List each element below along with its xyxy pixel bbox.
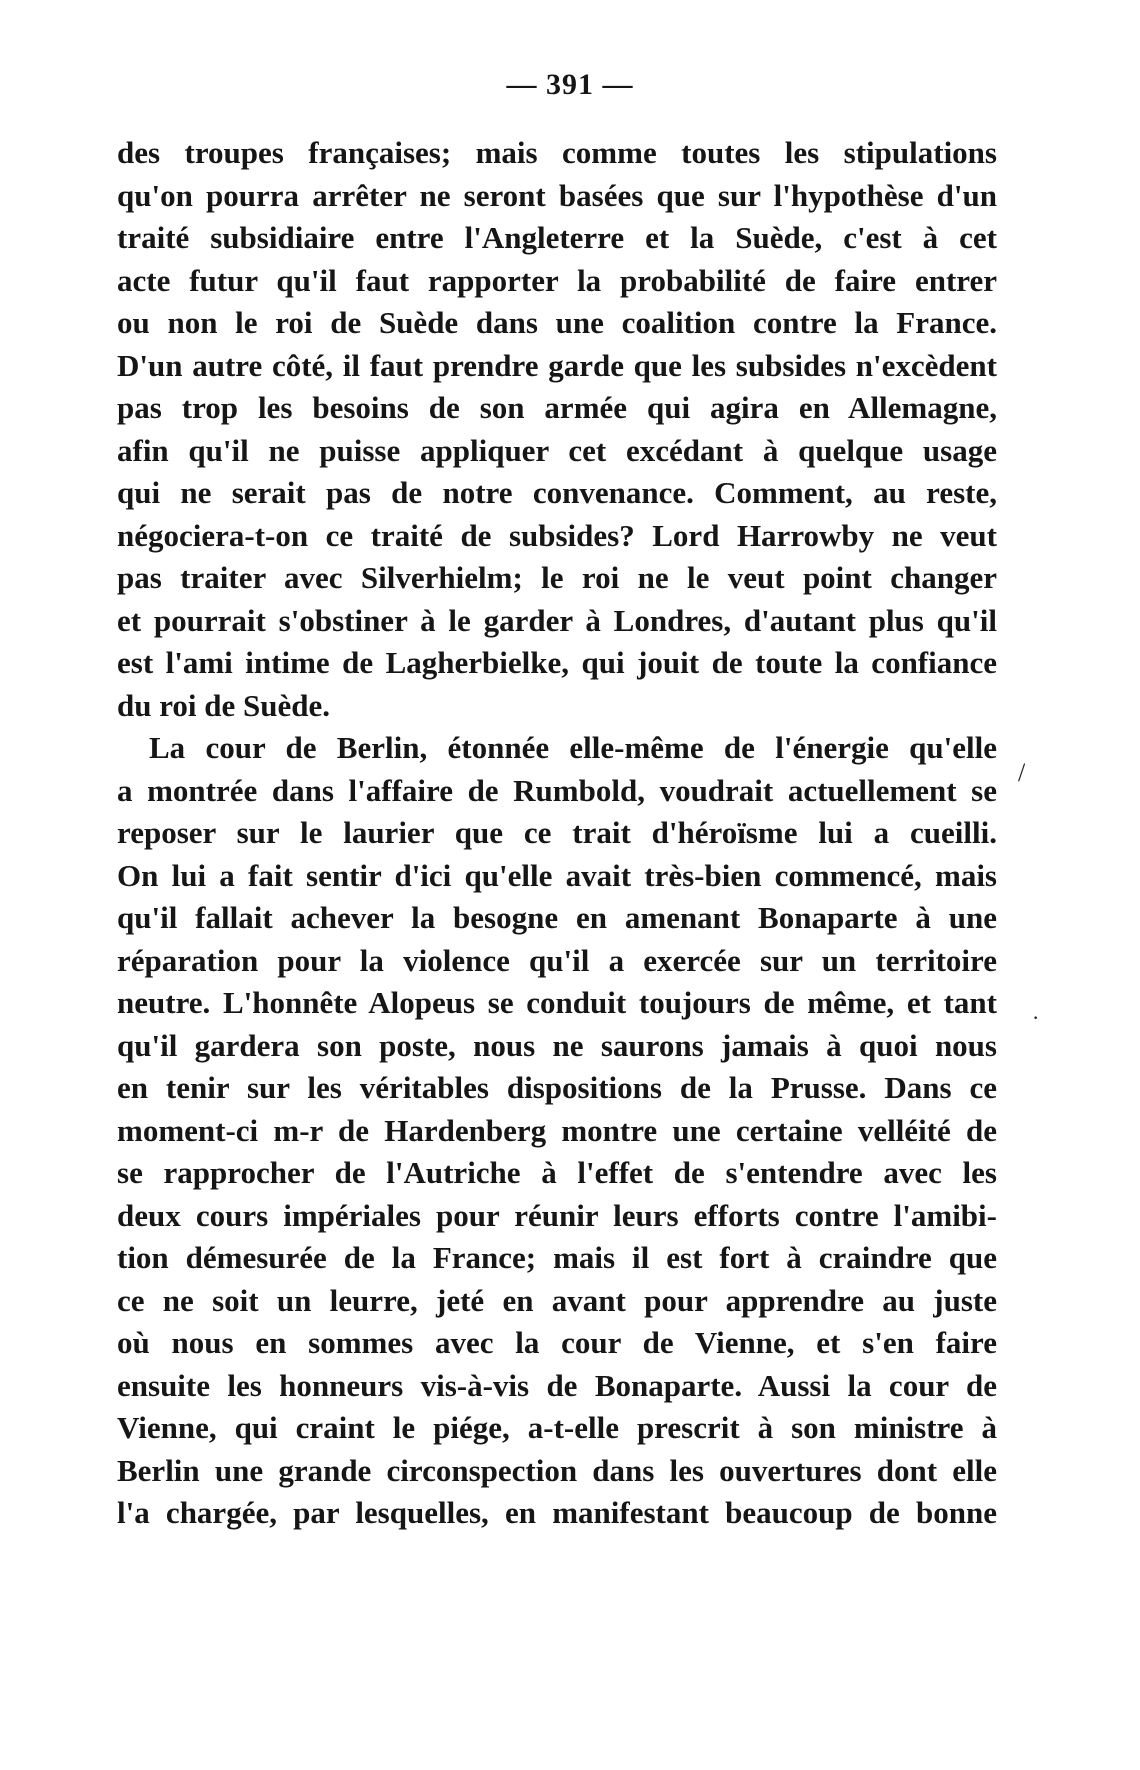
text-line: et pourrait s'obstiner à le garder à Londres, d'autant plus qu'il	[117, 602, 997, 638]
text-line: deux cours impériales pour réunir leurs efforts contre l'amibi-	[117, 1197, 997, 1233]
text-line: l'a chargée, par lesquelles, en manifestant beaucoup de bonne	[117, 1495, 997, 1530]
text-line: qu'on pourra arrêter ne seront basées que sur l'hypothèse d'un	[117, 177, 997, 213]
text-line: qui ne serait pas de notre convenance. Comment, au reste,	[117, 475, 997, 510]
text-line: qu'il fallait achever la besogne en amenant Bonaparte à une	[117, 900, 997, 935]
text-line: négociera-t-on ce traité de subsides? Lord Harrowby ne veut	[117, 517, 997, 553]
text-line: en tenir sur les véritables dispositions de la Prusse. Dans ce	[117, 1070, 997, 1105]
text-line: pas traiter avec Silverhielm; le roi ne le veut point changer	[117, 560, 997, 595]
text-line: neutre. L'honnête Alopeus se conduit toujours de même, et tant	[117, 985, 997, 1020]
text-line: réparation pour la violence qu'il a exercée sur un territoire	[117, 942, 997, 978]
paragraph-start-line: La cour de Berlin, étonnée elle-même de l'énergie qu'elle	[149, 730, 997, 765]
text-line: On lui a fait sentir d'ici qu'elle avait très-bien commencé, mais	[117, 857, 997, 893]
text-line: traité subsidiaire entre l'Angleterre et la Suède, c'est à cet	[117, 220, 997, 255]
margin-mark: ·	[1032, 1005, 1040, 1030]
text-line: ce ne soit un leurre, jeté en avant pour apprendre au juste	[117, 1282, 997, 1318]
text-line: où nous en sommes avec la cour de Vienne, et s'en faire	[117, 1325, 997, 1360]
text-line: afin qu'il ne puisse appliquer cet excédant à quelque usage	[117, 432, 997, 468]
text-line: D'un autre côté, il faut prendre garde que les subsides n'excèdent	[117, 347, 997, 383]
text-line: acte futur qu'il faut rapporter la probabilité de faire entrer	[117, 262, 997, 298]
text-line: ensuite les honneurs vis-à-vis de Bonaparte. Aussi la cour de	[117, 1367, 997, 1403]
text-line: a montrée dans l'affaire de Rumbold, voudrait actuellement se	[117, 772, 997, 808]
text-line: Berlin une grande circonspection dans les ouvertures dont elle	[117, 1452, 997, 1488]
text-line: est l'ami intime de Lagherbielke, qui jouit de toute la confiance	[117, 645, 997, 680]
text-line: des troupes françaises; mais comme toutes les stipulations	[117, 135, 997, 170]
text-line: tion démesurée de la France; mais il est fort à craindre que	[117, 1240, 997, 1275]
page-number: — 391 —	[506, 68, 634, 101]
text-line: reposer sur le laurier que ce trait d'héroïsme lui a cueilli.	[117, 815, 997, 850]
paragraph-end-line: du roi de Suède.	[117, 687, 331, 723]
text-line: pas trop les besoins de son armée qui agira en Allemagne,	[117, 390, 997, 425]
text-line: Vienne, qui craint le piége, a-t-elle prescrit à son ministre à	[117, 1410, 997, 1445]
body-text	[117, 132, 997, 1535]
text-line: se rapprocher de l'Autriche à l'effet de s'entendre avec les	[117, 1155, 997, 1190]
text-line: qu'il gardera son poste, nous ne saurons jamais à quoi nous	[117, 1027, 997, 1063]
text-line: moment-ci m-r de Hardenberg montre une certaine velléité de	[117, 1112, 997, 1148]
margin-mark: /	[1018, 758, 1026, 787]
text-line: ou non le roi de Suède dans une coalition contre la France.	[117, 305, 997, 340]
